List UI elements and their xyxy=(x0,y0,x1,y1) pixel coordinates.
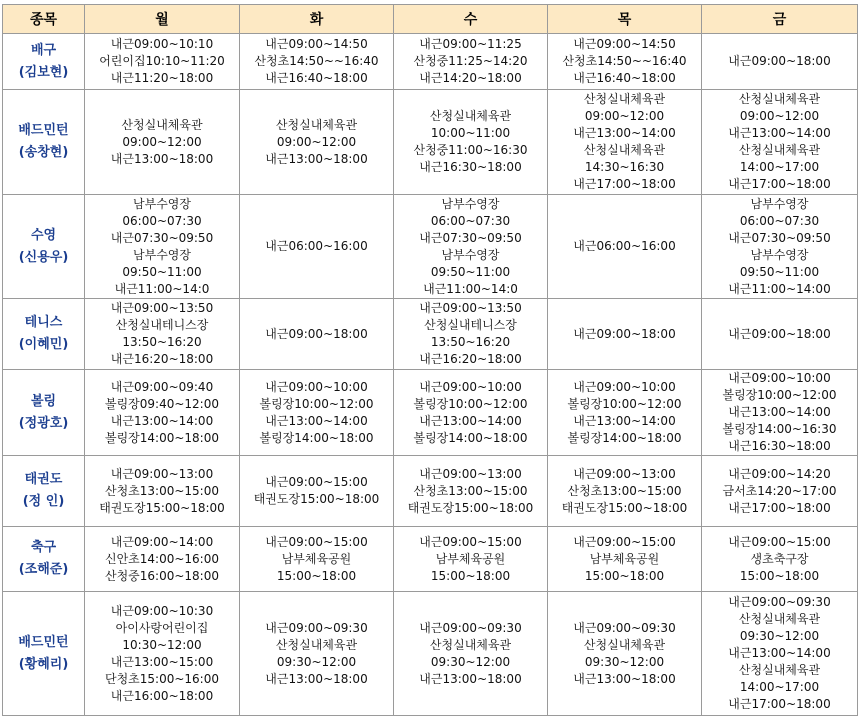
schedule-line: 내근11:00~14:00 xyxy=(728,281,831,296)
table-row xyxy=(3,527,858,592)
header-day-fri: 금 xyxy=(702,5,858,34)
schedule-line: 산청실내체육관 xyxy=(738,143,821,157)
schedule-line: 내근17:00~18:00 xyxy=(728,177,831,191)
schedule-line: 볼링장10:00~12:00 xyxy=(259,396,374,411)
schedule-line: 내근07:30~09:50 xyxy=(419,230,522,245)
schedule-cell xyxy=(548,299,702,370)
schedule-line: 남부체육공원 xyxy=(281,551,352,566)
schedule-line: 볼링장10:00~12:00 xyxy=(567,396,682,411)
schedule-line: 볼링장09:40~12:00 xyxy=(105,396,219,411)
schedule-line: 태권도장15:00~18:00 xyxy=(561,500,688,515)
schedule-line: 내근09:00~13:50 xyxy=(110,301,214,315)
coach-name: (조해준) xyxy=(18,562,69,577)
schedule-line: 남부수영장 xyxy=(750,196,809,211)
schedule-line: 13:50~16:20 xyxy=(430,335,511,349)
schedule-cell xyxy=(394,456,548,527)
schedule-line: 산청초13:00~15:00 xyxy=(567,483,682,498)
schedule-line: 09:00~12:00 xyxy=(584,109,665,123)
sport-name: 배드민턴 xyxy=(18,123,69,138)
schedule-cell xyxy=(240,370,394,456)
schedule-line: 남부수영장 xyxy=(750,247,809,262)
schedule-line: 볼링장14:00~18:00 xyxy=(413,430,528,445)
schedule-line: 산청실내체육관 xyxy=(738,92,821,106)
sport-name: 수영 xyxy=(30,227,57,243)
schedule-line: 볼링장14:00~18:00 xyxy=(259,430,374,445)
schedule-cell xyxy=(240,90,394,195)
schedule-cell xyxy=(394,527,548,592)
schedule-line: 내근13:00~14:00 xyxy=(419,413,522,428)
sport-cell xyxy=(3,592,85,716)
schedule-line: 내근09:00~09:30 xyxy=(265,620,368,635)
schedule-line: 15:00~18:00 xyxy=(430,568,511,583)
sport-cell xyxy=(3,34,85,90)
schedule-cell xyxy=(702,195,858,299)
schedule-cell xyxy=(394,299,548,370)
schedule-line: 내근14:20~18:00 xyxy=(419,71,522,85)
schedule-line: 내근09:00~18:00 xyxy=(728,54,831,68)
schedule-line: 산청초14:50~~16:40 xyxy=(254,54,379,68)
schedule-line: 09:30~12:00 xyxy=(739,629,820,643)
schedule-line: 내근09:00~15:00 xyxy=(573,534,676,549)
schedule-line: 산청초13:00~15:00 xyxy=(105,483,219,498)
schedule-cell xyxy=(548,90,702,195)
coach-name: (정 인) xyxy=(22,494,65,509)
schedule-line: 내근16:40~18:00 xyxy=(265,71,368,85)
schedule-line: 단청초15:00~16:00 xyxy=(105,671,219,686)
schedule-line: 내근13:00~18:00 xyxy=(573,671,676,686)
schedule-line: 산청실내체육관 xyxy=(121,117,203,132)
schedule-line: 내근09:00~18:00 xyxy=(728,326,831,341)
schedule-line: 10:30~12:00 xyxy=(122,637,202,652)
schedule-cell xyxy=(702,299,858,370)
schedule-cell xyxy=(394,370,548,456)
schedule-cell xyxy=(548,195,702,299)
schedule-line: 산청실내체육관 xyxy=(583,637,666,652)
schedule-line: 내근16:00~18:00 xyxy=(110,688,214,703)
sport-cell xyxy=(3,527,85,592)
schedule-line: 산청실내테니스장 xyxy=(424,318,517,332)
schedule-line: 내근13:00~18:00 xyxy=(419,671,522,686)
schedule-line: 내근09:00~10:00 xyxy=(419,379,522,394)
schedule-line: 산청실내체육관 xyxy=(275,117,358,132)
schedule-line: 내근11:00~14:0 xyxy=(114,281,210,296)
schedule-line: 볼링장14:00~16:30 xyxy=(722,422,837,436)
schedule-line: 09:50~11:00 xyxy=(739,264,820,279)
schedule-line: 내근09:00~15:00 xyxy=(728,534,831,549)
schedule-line: 15:00~18:00 xyxy=(276,568,357,583)
schedule-line: 남부체육공원 xyxy=(435,551,506,566)
schedule-line: 내근09:00~14:50 xyxy=(573,37,676,51)
header-day-tue: 화 xyxy=(240,5,394,34)
schedule-line: 내근09:00~09:30 xyxy=(728,595,831,609)
coach-name: (정광호) xyxy=(18,415,69,431)
schedule-cell xyxy=(240,456,394,527)
schedule-line: 산청실내체육관 xyxy=(738,663,821,677)
schedule-line: 내근09:00~09:30 xyxy=(573,620,676,635)
schedule-line: 태권도장15:00~18:00 xyxy=(253,492,380,506)
schedule-cell xyxy=(240,527,394,592)
schedule-line: 내근13:00~14:00 xyxy=(573,413,676,428)
header-day-mon: 월 xyxy=(85,5,240,34)
schedule-cell xyxy=(702,456,858,527)
schedule-line: 09:00~12:00 xyxy=(122,134,202,149)
schedule-cell xyxy=(702,370,858,456)
schedule-cell xyxy=(548,527,702,592)
schedule-line: 남부수영장 xyxy=(441,247,500,262)
schedule-line: 남부수영장 xyxy=(133,196,191,211)
schedule-cell xyxy=(240,34,394,90)
schedule-line: 06:00~07:30 xyxy=(122,213,202,228)
schedule-cell xyxy=(548,34,702,90)
schedule-line: 09:00~12:00 xyxy=(739,109,820,123)
schedule-line: 금서초14:20~17:00 xyxy=(722,483,837,498)
schedule-line: 내근09:00~14:00 xyxy=(110,534,214,549)
schedule-line: 내근09:00~10:00 xyxy=(573,379,676,394)
schedule-line: 산청초14:50~~16:40 xyxy=(562,54,687,68)
schedule-cell xyxy=(85,370,240,456)
sport-name: 태권도 xyxy=(24,472,63,487)
sport-name: 테니스 xyxy=(24,315,63,330)
coach-name: (이혜민) xyxy=(18,337,69,352)
schedule-line: 내근09:00~10:30 xyxy=(110,603,214,618)
schedule-line: 14:30~16:30 xyxy=(584,160,665,174)
schedule-line: 15:00~18:00 xyxy=(739,568,820,583)
schedule-line: 내근07:30~09:50 xyxy=(728,230,831,245)
schedule-line: 산청중16:00~18:00 xyxy=(105,568,219,583)
schedule-line: 내근09:00~15:00 xyxy=(265,475,368,489)
schedule-line: 내근13:00~14:00 xyxy=(265,413,368,428)
table-row xyxy=(3,592,858,716)
schedule-line: 산청실내체육관 xyxy=(275,637,358,652)
coach-name: (김보현) xyxy=(18,64,69,80)
sport-cell xyxy=(3,456,85,527)
schedule-line: 산청초13:00~15:00 xyxy=(413,483,528,498)
schedule-cell xyxy=(394,592,548,716)
header-sport: 종목 xyxy=(3,5,85,34)
schedule-line: 내근09:00~14:50 xyxy=(265,37,368,51)
sport-cell xyxy=(3,195,85,299)
coach-name: (송창현) xyxy=(18,145,69,160)
schedule-line: 내근13:00~15:00 xyxy=(110,654,214,669)
schedule-cell xyxy=(85,90,240,195)
table-row xyxy=(3,34,858,90)
schedule-cell xyxy=(85,527,240,592)
table-row xyxy=(3,90,858,195)
schedule-line: 내근09:00~13:00 xyxy=(110,466,214,481)
schedule-line: 내근16:30~18:00 xyxy=(728,439,831,453)
schedule-cell xyxy=(548,456,702,527)
schedule-line: 내근09:00~13:00 xyxy=(419,466,522,481)
schedule-line: 내근09:00~11:25 xyxy=(419,37,522,51)
schedule-line: 09:50~11:00 xyxy=(122,264,202,279)
schedule-line: 신안초14:00~16:00 xyxy=(105,551,219,566)
schedule-line: 아이사랑어린이집 xyxy=(115,620,209,635)
header-row xyxy=(3,5,858,34)
schedule-cell xyxy=(240,299,394,370)
schedule-line: 내근06:00~16:00 xyxy=(265,239,368,253)
schedule-line: 산청실내체육관 xyxy=(738,612,821,626)
schedule-cell xyxy=(240,592,394,716)
schedule-table xyxy=(2,4,858,716)
schedule-line: 09:00~12:00 xyxy=(276,134,357,149)
schedule-line: 06:00~07:30 xyxy=(430,213,511,228)
schedule-line: 남부수영장 xyxy=(133,247,191,262)
table-row xyxy=(3,370,858,456)
schedule-line: 산청실내체육관 xyxy=(583,92,666,106)
schedule-line: 산청실내체육관 xyxy=(429,109,512,123)
schedule-line: 산청실내테니스장 xyxy=(115,318,209,332)
schedule-line: 내근11:20~18:00 xyxy=(110,71,214,85)
schedule-line: 내근07:30~09:50 xyxy=(110,230,214,245)
schedule-line: 내근09:00~10:00 xyxy=(265,379,368,394)
schedule-cell xyxy=(548,370,702,456)
schedule-line: 볼링장10:00~12:00 xyxy=(722,388,837,402)
schedule-cell xyxy=(85,299,240,370)
schedule-line: 내근09:00~13:00 xyxy=(573,466,676,481)
schedule-cell xyxy=(548,592,702,716)
schedule-line: 내근09:00~18:00 xyxy=(573,326,676,341)
sport-cell xyxy=(3,370,85,456)
table-row xyxy=(3,195,858,299)
schedule-line: 내근09:00~15:00 xyxy=(265,534,368,549)
schedule-line: 어린이집10:10~11:20 xyxy=(99,54,225,68)
schedule-line: 내근17:00~18:00 xyxy=(573,177,676,191)
schedule-line: 태권도장15:00~18:00 xyxy=(99,500,225,515)
schedule-cell xyxy=(702,527,858,592)
schedule-line: 볼링장14:00~18:00 xyxy=(105,430,219,445)
schedule-line: 내근09:00~09:40 xyxy=(110,379,214,394)
schedule-cell xyxy=(85,195,240,299)
sport-name: 축구 xyxy=(30,540,57,555)
schedule-line: 내근16:20~18:00 xyxy=(110,352,214,366)
schedule-line: 13:50~16:20 xyxy=(122,335,202,349)
schedule-cell xyxy=(394,90,548,195)
schedule-line: 10:00~11:00 xyxy=(430,126,511,140)
table-row xyxy=(3,299,858,370)
schedule-line: 볼링장10:00~12:00 xyxy=(413,396,528,411)
schedule-line: 내근13:00~14:00 xyxy=(728,126,831,140)
schedule-line: 09:30~12:00 xyxy=(430,654,511,669)
schedule-cell xyxy=(85,456,240,527)
schedule-cell xyxy=(85,34,240,90)
schedule-cell xyxy=(394,195,548,299)
schedule-line: 내근13:00~14:00 xyxy=(728,405,831,419)
schedule-line: 남부체육공원 xyxy=(589,551,660,566)
schedule-line: 09:50~11:00 xyxy=(430,264,511,279)
coach-name: (신용우) xyxy=(18,249,69,265)
header-day-wed: 수 xyxy=(394,5,548,34)
schedule-line: 내근11:00~14:0 xyxy=(423,281,518,296)
schedule-line: 내근13:00~14:00 xyxy=(573,126,676,140)
sport-name: 볼링 xyxy=(30,393,57,409)
schedule-line: 생초축구장 xyxy=(750,551,809,566)
schedule-line: 내근13:00~18:00 xyxy=(265,151,368,166)
schedule-line: 산청중11:00~16:30 xyxy=(413,143,528,157)
schedule-line: 태권도장15:00~18:00 xyxy=(407,500,534,515)
sport-cell xyxy=(3,90,85,195)
schedule-line: 내근16:40~18:00 xyxy=(573,71,676,85)
schedule-line: 09:30~12:00 xyxy=(584,654,665,669)
schedule-line: 15:00~18:00 xyxy=(584,568,665,583)
schedule-line: 산청실내체육관 xyxy=(429,637,512,652)
coach-name: (황혜리) xyxy=(18,656,69,672)
schedule-line: 내근16:30~18:00 xyxy=(419,160,522,174)
schedule-cell xyxy=(240,195,394,299)
schedule-line: 09:30~12:00 xyxy=(276,654,357,669)
schedule-line: 내근13:00~14:00 xyxy=(110,413,214,428)
sport-cell xyxy=(3,299,85,370)
schedule-cell xyxy=(702,592,858,716)
schedule-line: 내근13:00~14:00 xyxy=(728,646,831,660)
schedule-line: 내근17:00~18:00 xyxy=(728,500,831,515)
schedule-cell xyxy=(702,34,858,90)
schedule-line: 산청중11:25~14:20 xyxy=(413,54,528,68)
schedule-line: 내근09:00~13:50 xyxy=(419,301,522,315)
schedule-line: 내근09:00~10:10 xyxy=(110,37,214,51)
schedule-line: 내근09:00~10:00 xyxy=(728,371,831,385)
table-row xyxy=(3,456,858,527)
schedule-line: 남부수영장 xyxy=(441,196,500,211)
schedule-line: 14:00~17:00 xyxy=(739,160,820,174)
schedule-cell xyxy=(85,592,240,716)
schedule-line: 내근13:00~18:00 xyxy=(110,151,214,166)
schedule-line: 내근17:00~18:00 xyxy=(728,697,831,711)
schedule-line: 내근09:00~15:00 xyxy=(419,534,522,549)
schedule-line: 내근09:00~09:30 xyxy=(419,620,522,635)
schedule-line: 산청실내체육관 xyxy=(583,143,666,157)
schedule-line: 내근09:00~14:20 xyxy=(728,466,831,481)
schedule-cell xyxy=(702,90,858,195)
schedule-cell xyxy=(394,34,548,90)
schedule-line: 내근09:00~18:00 xyxy=(265,326,368,341)
schedule-line: 내근16:20~18:00 xyxy=(419,352,522,366)
schedule-line: 14:00~17:00 xyxy=(739,680,820,694)
header-day-thu: 목 xyxy=(548,5,702,34)
schedule-line: 내근06:00~16:00 xyxy=(573,239,676,253)
schedule-line: 볼링장14:00~18:00 xyxy=(567,430,682,445)
schedule-line: 06:00~07:30 xyxy=(739,213,820,228)
sport-name: 배구 xyxy=(30,42,57,58)
sport-name: 배드민턴 xyxy=(18,634,69,650)
schedule-line: 내근13:00~18:00 xyxy=(265,671,368,686)
